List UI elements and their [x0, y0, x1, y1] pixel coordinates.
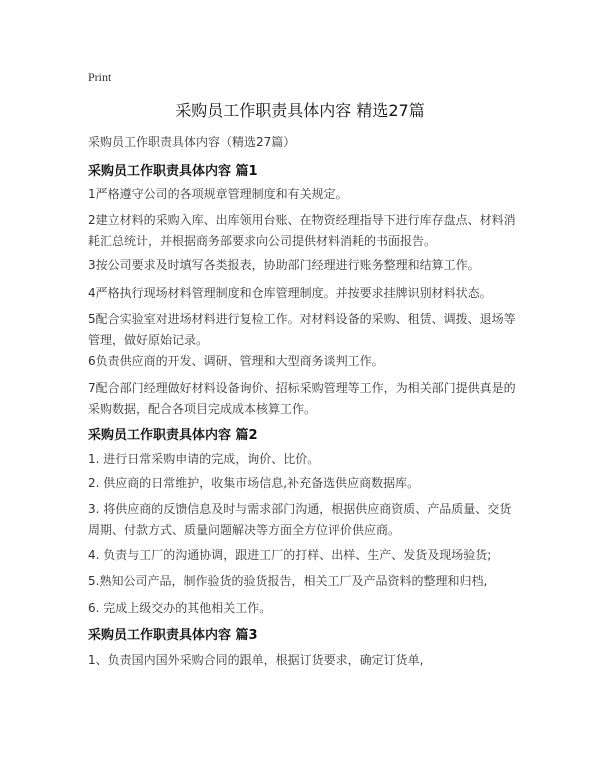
section-heading-2: 采购员工作职责具体内容 篇2 — [88, 428, 258, 443]
paragraph: 6. 完成上级交办的其他相关工作。 — [88, 601, 272, 615]
section-heading-3: 采购员工作职责具体内容 篇3 — [88, 628, 258, 643]
paragraph: 2建立材料的采购入库、出库领用台账、在物资经理指导下进行库存盘点、材料消耗汇总统计，并根据商务部要求向公司提供材料消耗的书面报告。 — [88, 213, 516, 248]
paragraph: 2. 供应商的日常维护，收集市场信息,补充备选供应商数据库。 — [88, 476, 420, 490]
paragraph: 4严格执行现场材料管理制度和仓库管理制度。并按要求挂牌识别材料状态。 — [88, 286, 492, 300]
page-subtitle: 采购员工作职责具体内容（精选27篇） — [88, 135, 296, 149]
print-label: Print — [88, 70, 112, 84]
paragraph: 1、负责国内国外采购合同的跟单，根据订货要求，确定订货单, — [88, 653, 424, 667]
paragraph: 7配合部门经理做好材料设备询价、招标采购管理等工作，为相关部门提供真是的采购数据，配合各项目完成成本核算工作。 — [88, 381, 516, 416]
paragraph: 4. 负责与工厂的沟通协调，跟进工厂的打样、出样、生产、发货及现场验货; — [88, 548, 492, 562]
paragraph: 5.熟知公司产品，制作验货的验货报告，相关工厂及产品资料的整理和归档, — [88, 574, 488, 588]
paragraph: 5配合实验室对进场材料进行复检工作。对材料设备的采购、租赁、调拨、退场等管理，做好原始记录。 — [88, 312, 516, 347]
paragraph: 3. 将供应商的反馈信息及时与需求部门沟通，根据供应商资质、产品质量、交货周期、付款方式、质量问题解决等方面全方位评价供应商。 — [88, 502, 512, 537]
paragraph: 1严格遵守公司的各项规章管理制度和有关规定。 — [88, 187, 348, 201]
paragraph: 1. 进行日常采购申请的完成，询价、比价。 — [88, 452, 320, 466]
paragraph: 3按公司要求及时填写各类报表，协助部门经理进行账务整理和结算工作。 — [88, 258, 480, 272]
paragraph: 6负责供应商的开发、调研、管理和大型商务谈判工作。 — [88, 354, 384, 368]
section-heading-1: 采购员工作职责具体内容 篇1 — [88, 164, 258, 179]
page-title: 采购员工作职责具体内容 精选27篇 — [175, 101, 425, 120]
